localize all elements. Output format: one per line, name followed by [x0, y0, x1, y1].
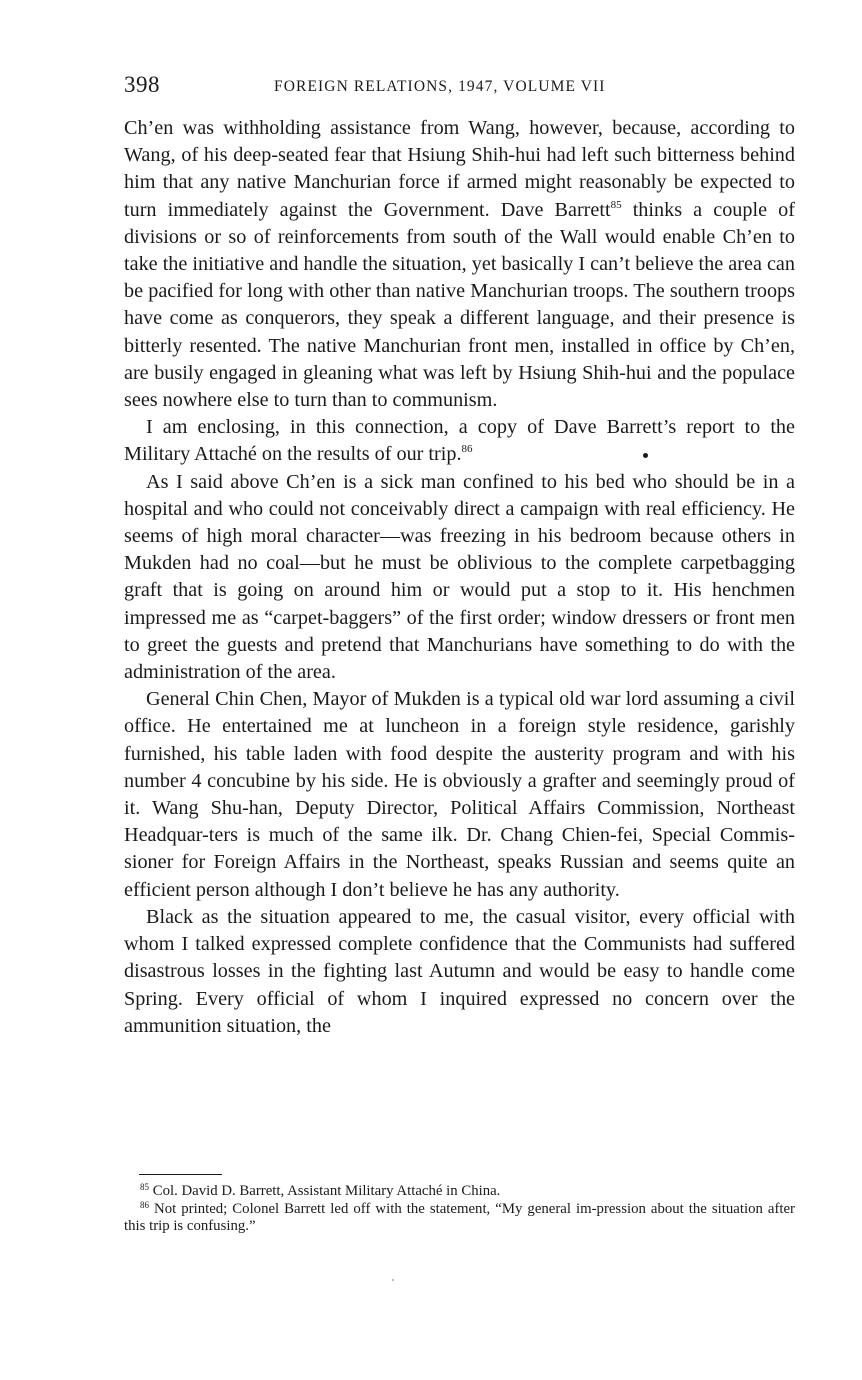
paragraph-text: thinks a couple of divisions or so of reinforcements from south of the Wall would enable Ch’en to take the initiative and handle the situation, yet basically I can’t believe the area can be pacified for long with other than native Manchurian troops. The southern troops have come as conquerors, they speak a different language, and their presence is bitterly resented. The native Manchurian front men, installed in office by Ch’en, are busily engaged in gleaning what was left by Hsiung Shih-hui and the populace sees nowhere else to turn than to communism. [124, 198, 795, 412]
paragraph: As I said above Ch’en is a sick man confined to his bed who should be in a hospital and who could not conceivably direct a campaign with real efficiency. He seems of high moral character—was freezing in his bedroom because others in Mukden had no coal—but he must be oblivious to the complete carpetbagging graft that is going on around him or would put a stop to it. His henchmen impressed me as “carpet-baggers” of the first order; window dressers or front men to greet the guests and pretend that Manchurians have something to do with the administration of the area. [124, 470, 795, 684]
footnote-mark: 85 [140, 1182, 149, 1192]
footnote-reference: 85 [610, 198, 622, 211]
footnote [124, 1183, 795, 1201]
footnote-reference: 86 [461, 443, 473, 456]
paragraph-text: I am enclosing, in this connection, a copy of Dave Barrett’s report to the Military Attaché on the results of our trip. [124, 416, 795, 466]
page-number: 398 [124, 72, 160, 97]
body-text [124, 115, 795, 1040]
running-header [124, 72, 795, 100]
footnote-rule [139, 1174, 222, 1175]
footnote-text: Not printed; Colonel Barrett led off with the statement, “My general im-pression about the situation after this trip is confusing.” [124, 1200, 795, 1234]
scan-speck [392, 1279, 394, 1281]
paragraph [124, 115, 795, 414]
footnote-text: Col. David D. Barrett, Assistant Military Attaché in China. [152, 1183, 501, 1199]
footnotes [124, 1183, 795, 1236]
paragraph-text: Ch’en was withholding assistance from Wang, however, because, according to Wang, of his deep-seated fear that Hsiung Shih-hui had left such bitterness behind him that any native Manchurian force if armed might reasonably be expected to turn immediately against the Government. Dave Barrett [124, 117, 795, 221]
paragraph: General Chin Chen, Mayor of Mukden is a typical old war lord assuming a civil office. He entertained me at luncheon in a foreign style residence, garishly furnished, his table laden with food despite the austerity program and with his number 4 concubine by his side. He is obviously a grafter and seemingly proud of it. Wang Shu-han, Deputy Director, Political Affairs Commission, Northeast Headquar-ters is much of the same ilk. Dr. Chang Chien-fei, Special Commis-sioner for Foreign Affairs in the Northeast, speaks Russian and seems quite an efficient person although I don’t believe he has any authority. [124, 688, 795, 901]
footnote [124, 1201, 795, 1236]
paragraph [124, 414, 795, 468]
footnote-mark: 86 [140, 1199, 149, 1210]
stray-ink-mark [643, 453, 648, 458]
paragraph: Black as the situation appeared to me, the casual visitor, every official with whom I talked expressed complete confidence that the Communists had suffered disastrous losses in the fighting last Autumn and would be easy to handle come Spring. Every official of whom I inquired expressed no concern over the ammunition situation, the [124, 905, 795, 1037]
running-title: FOREIGN RELATIONS, 1947, VOLUME VII [274, 78, 606, 95]
